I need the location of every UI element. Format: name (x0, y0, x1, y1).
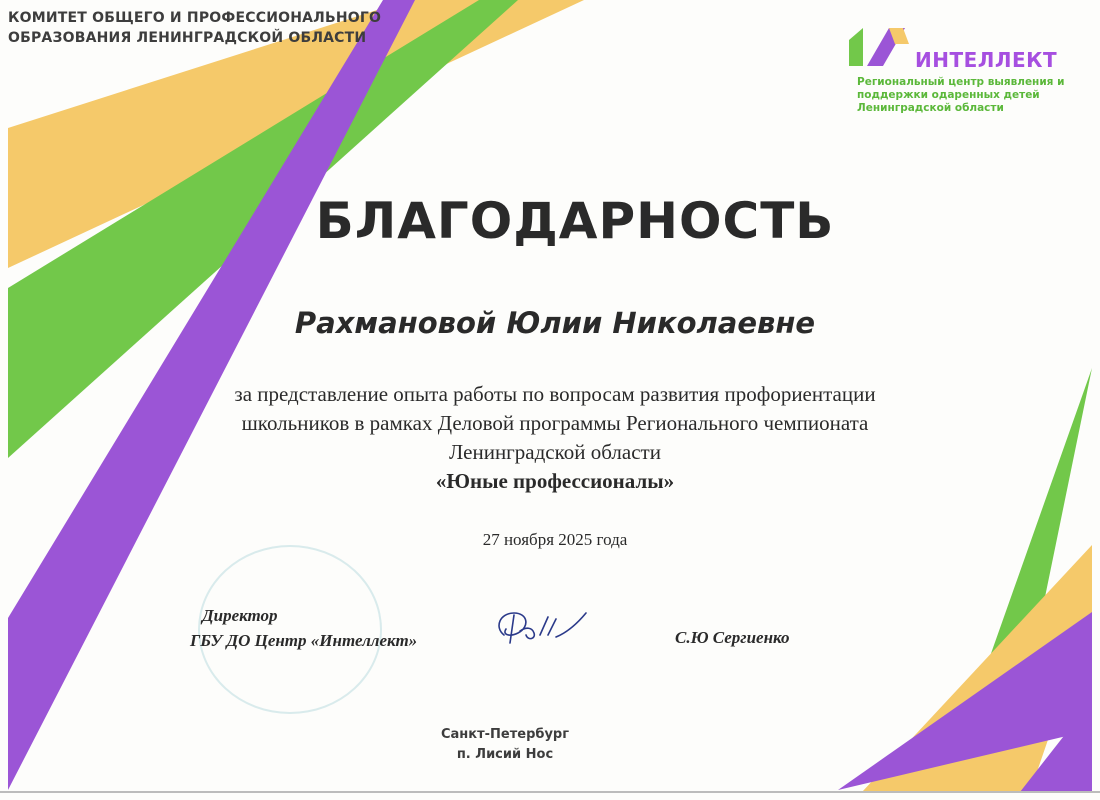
issue-place (0, 725, 1010, 765)
logo-subtitle-line: поддержки одаренных детей (857, 89, 1040, 101)
logo-subtitle-line: Ленинградской области (857, 102, 1004, 114)
program-name: «Юные профессионалы» (435, 469, 675, 493)
signatory-name: С.Ю Сергиенко (675, 628, 790, 647)
logo-mark-icon (845, 26, 915, 76)
award-reason-line: Ленинградской области (449, 440, 661, 464)
issuing-committee (8, 8, 381, 48)
issuing-committee-line: КОМИТЕТ ОБЩЕГО И ПРОФЕССИОНАЛЬНОГО (8, 10, 382, 26)
signatory-position-line: ГБУ ДО Центр «Интеллект» (190, 631, 418, 650)
logo-subtitle (857, 76, 1087, 115)
award-reason (180, 380, 930, 496)
logo-subtitle-line: Региональный центр выявления и (857, 76, 1065, 88)
signatory-position-line: Директор (202, 606, 278, 625)
logo-name: ИНТЕЛЛЕКТ (915, 48, 1058, 72)
issue-place-line: Санкт-Петербург (440, 727, 570, 742)
award-date: 27 ноября 2025 года (482, 530, 628, 549)
award-reason-line: школьников в рамках Деловой программы Регионального чемпионата (241, 411, 869, 435)
signatory-position (190, 603, 417, 653)
issue-place-line: п. Лисий Нос (456, 747, 554, 762)
certificate-title: БЛАГОДАРНОСТЬ (315, 192, 835, 250)
award-reason-line: за представление опыта работы по вопросам развития профориентации (234, 382, 876, 406)
issuing-committee-line: ОБРАЗОВАНИЯ ЛЕНИНГРАДСКОЙ ОБЛАСТИ (8, 30, 367, 46)
recipient-name: Рахмановой Юлии Николаевне (294, 306, 816, 340)
handwritten-signature (490, 605, 600, 650)
